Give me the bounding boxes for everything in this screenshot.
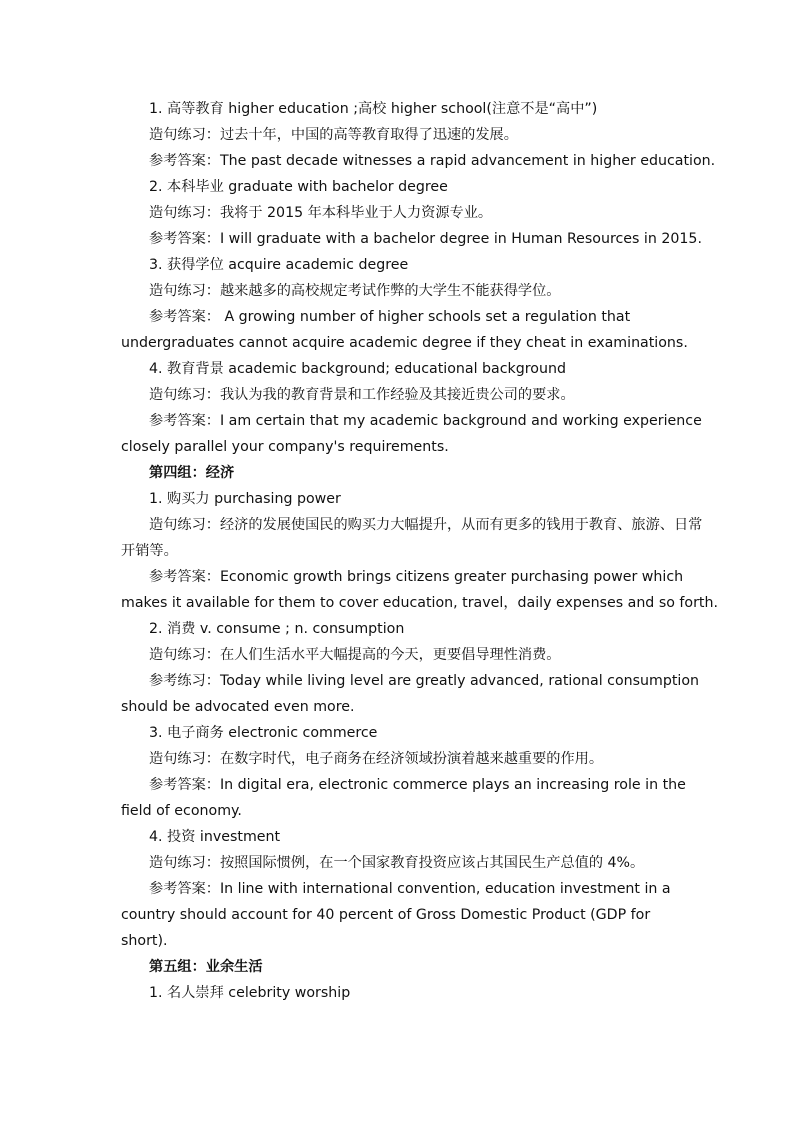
reference-answer: 参考答案：Economic growth brings citizens greater purchasing power which bbox=[149, 569, 684, 585]
reference-answer-continued: country should account for 40 percent of Gross Domestic Product (GDP for bbox=[121, 907, 651, 923]
practice-prompt: 造句练习：按照国际惯例，在一个国家教育投资应该占其国民生产总值的 4%。 bbox=[149, 855, 645, 871]
reference-answer: 参考答案：In digital era, electronic commerce plays an increasing role in the bbox=[149, 777, 686, 793]
practice-prompt: 造句练习：在数字时代，电子商务在经济领域扮演着越来越重要的作用。 bbox=[149, 751, 604, 767]
reference-answer-continued: short). bbox=[121, 933, 168, 949]
reference-answer: 参考答案： A growing number of higher schools set a regulation that bbox=[149, 309, 631, 325]
section-heading: 第五组：业余生活 bbox=[149, 959, 263, 975]
practice-prompt-continued: 开销等。 bbox=[121, 543, 178, 559]
practice-prompt: 造句练习：经济的发展使国民的购买力大幅提升，从而有更多的钱用于教育、旅游、日常 bbox=[149, 517, 703, 533]
reference-answer: 参考答案：In line with international convention, education investment in a bbox=[149, 881, 671, 897]
item-heading: 1. 购买力 purchasing power bbox=[149, 491, 341, 507]
practice-prompt: 造句练习：越来越多的高校规定考试作弊的大学生不能获得学位。 bbox=[149, 283, 561, 299]
item-heading: 3. 获得学位 acquire academic degree bbox=[149, 257, 409, 273]
item-heading: 3. 电子商务 electronic commerce bbox=[149, 725, 378, 741]
item-heading: 4. 教育背景 academic background; educational background bbox=[149, 361, 566, 377]
reference-answer-continued: undergraduates cannot acquire academic degree if they cheat in examinations. bbox=[121, 335, 688, 351]
item-heading: 4. 投资 investment bbox=[149, 829, 281, 845]
practice-prompt: 造句练习：我将于 2015 年本科毕业于人力资源专业。 bbox=[149, 205, 493, 221]
section-heading: 第四组：经济 bbox=[149, 465, 235, 481]
practice-prompt: 造句练习：我认为我的教育背景和工作经验及其接近贵公司的要求。 bbox=[149, 387, 575, 403]
reference-answer: 参考答案：I am certain that my academic background and working experience bbox=[149, 413, 702, 429]
item-heading: 1. 名人崇拜 celebrity worship bbox=[149, 985, 351, 1001]
item-heading: 1. 高等教育 higher education ;高校 higher school(注意不是“高中”) bbox=[149, 101, 598, 117]
reference-answer: 参考答案：I will graduate with a bachelor degree in Human Resources in 2015. bbox=[149, 231, 702, 247]
reference-answer: 参考答案：The past decade witnesses a rapid advancement in higher education. bbox=[149, 153, 716, 169]
practice-prompt: 造句练习：在人们生活水平大幅提高的今天，更要倡导理性消费。 bbox=[149, 647, 561, 663]
practice-prompt: 造句练习：过去十年，中国的高等教育取得了迅速的发展。 bbox=[149, 127, 518, 143]
reference-answer-continued: field of economy. bbox=[121, 803, 242, 819]
reference-answer-continued: closely parallel your company's requirements. bbox=[121, 439, 449, 455]
reference-answer-continued: makes it available for them to cover education, travel，daily expenses and so forth. bbox=[121, 595, 718, 611]
reference-answer-continued: should be advocated even more. bbox=[121, 699, 355, 715]
item-heading: 2. 本科毕业 graduate with bachelor degree bbox=[149, 179, 448, 195]
item-heading: 2. 消费 v. consume ; n. consumption bbox=[149, 621, 405, 637]
reference-answer: 参考练习：Today while living level are greatly advanced, rational consumption bbox=[149, 673, 700, 689]
